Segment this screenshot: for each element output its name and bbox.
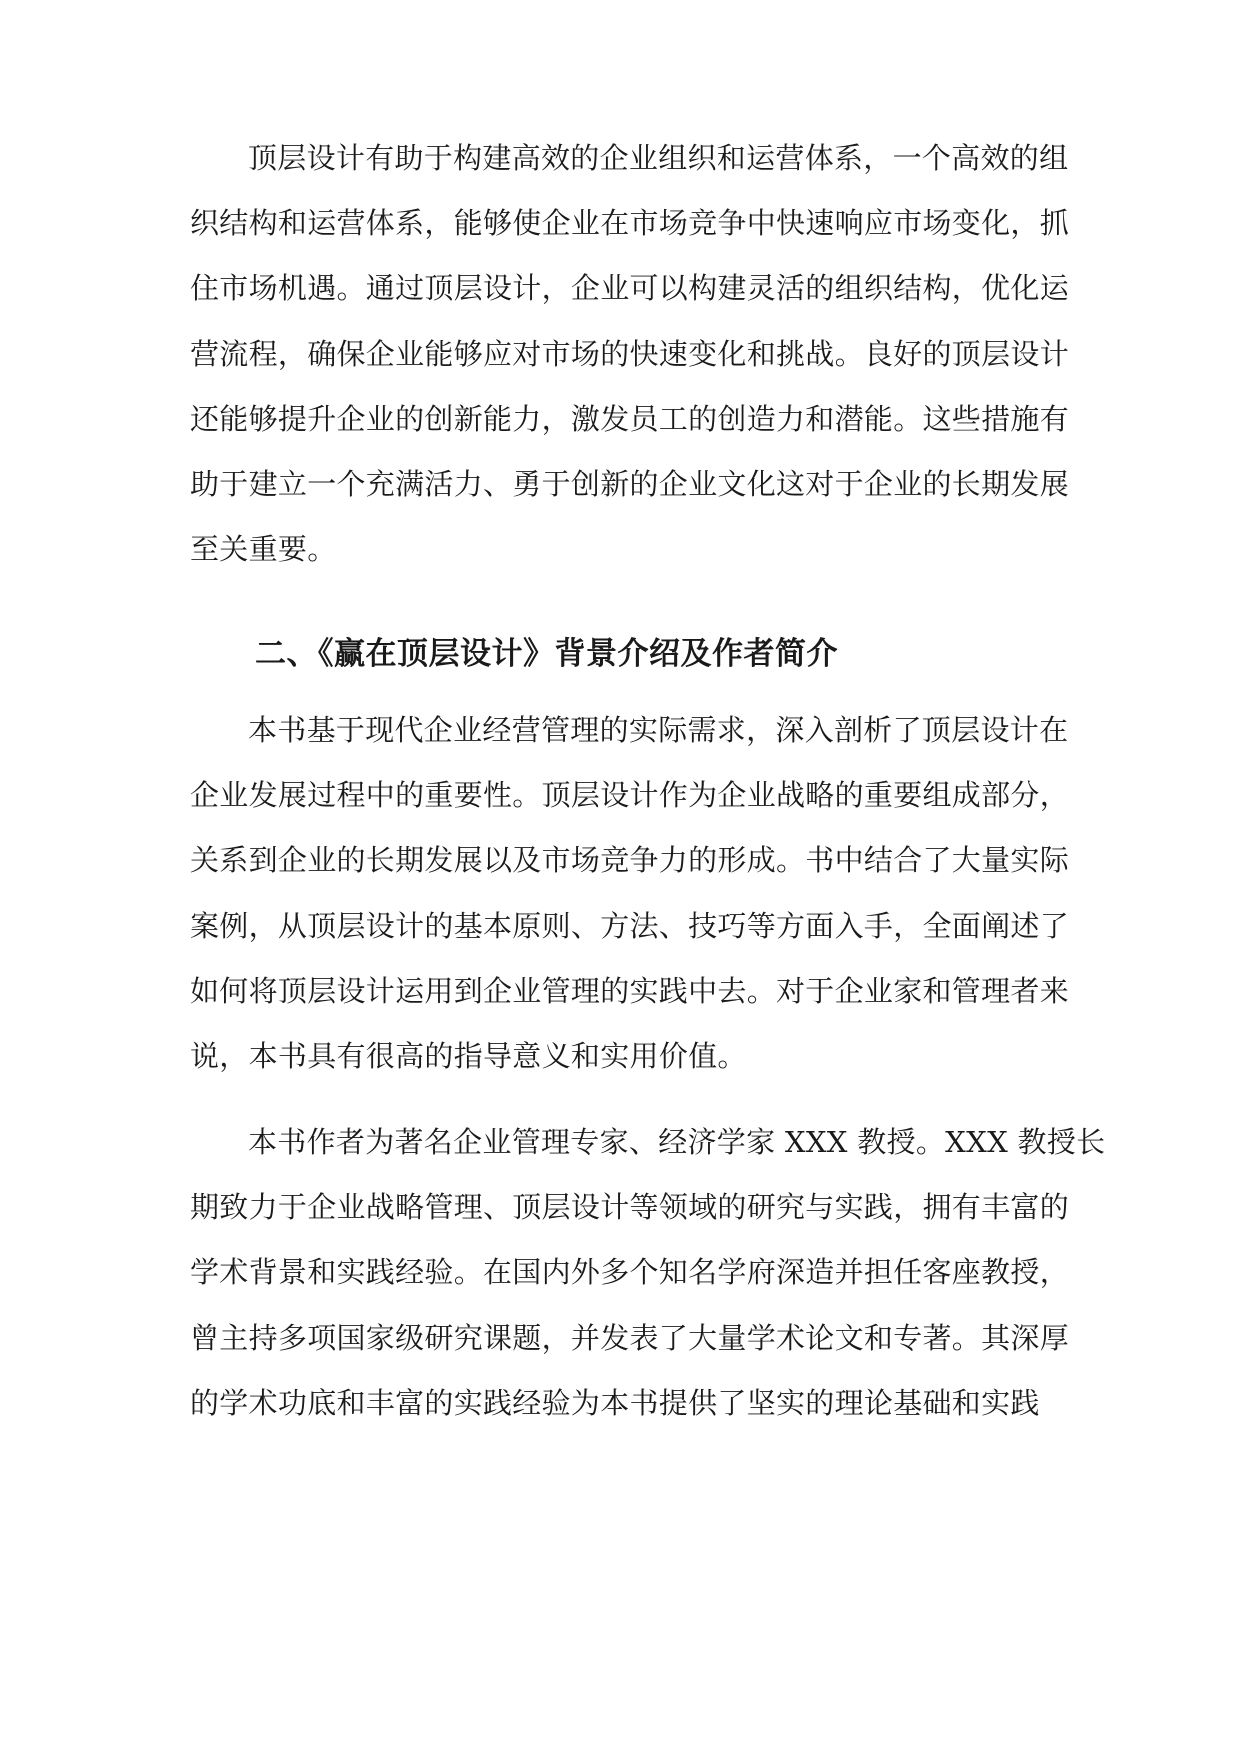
paragraph-line: 的学术功底和丰富的实践经验为本书提供了坚实的理论基础和实践 <box>190 1386 1040 1420</box>
paragraph-line: 织结构和运营体系，能够使企业在市场竞争中快速响应市场变化，抓 <box>190 206 1070 240</box>
paragraph-line: 住市场机遇。通过顶层设计，企业可以构建灵活的组织结构，优化运 <box>190 271 1070 305</box>
paragraph-line: 曾主持多项国家级研究课题，并发表了大量学术论文和专著。其深厚 <box>190 1321 1070 1355</box>
paragraph-line: 本书作者为著名企业管理专家、经济学家 XXX 教授。XXX 教授长 <box>248 1125 1106 1159</box>
paragraph-line: 学术背景和实践经验。在国内外多个知名学府深造并担任客座教授， <box>190 1255 1070 1289</box>
paragraph-line: 助于建立一个充满活力、勇于创新的企业文化这对于企业的长期发展 <box>190 467 1070 501</box>
paragraph-line: 说，本书具有很高的指导意义和实用价值。 <box>190 1039 747 1073</box>
paragraph-line: 如何将顶层设计运用到企业管理的实践中去。对于企业家和管理者来 <box>190 974 1070 1008</box>
paragraph-line: 营流程，确保企业能够应对市场的快速变化和挑战。良好的顶层设计 <box>190 337 1070 371</box>
paragraph-line: 本书基于现代企业经营管理的实际需求，深入剖析了顶层设计在 <box>248 713 1069 747</box>
paragraph-line: 还能够提升企业的创新能力，激发员工的创造力和潜能。这些措施有 <box>190 402 1070 436</box>
paragraph-line: 期致力于企业战略管理、顶层设计等领域的研究与实践，拥有丰富的 <box>190 1190 1070 1224</box>
paragraph-line: 顶层设计有助于构建高效的企业组织和运营体系，一个高效的组 <box>248 141 1069 175</box>
paragraph-line: 关系到企业的长期发展以及市场竞争力的形成。书中结合了大量实际 <box>190 843 1070 877</box>
paragraph-line: 至关重要。 <box>190 532 337 566</box>
paragraph-line: 案例，从顶层设计的基本原则、方法、技巧等方面入手，全面阐述了 <box>190 909 1070 943</box>
paragraph-line: 企业发展过程中的重要性。顶层设计作为企业战略的重要组成部分， <box>190 778 1070 812</box>
section-heading: 二、《赢在顶层设计》背景介绍及作者简介 <box>255 636 838 672</box>
